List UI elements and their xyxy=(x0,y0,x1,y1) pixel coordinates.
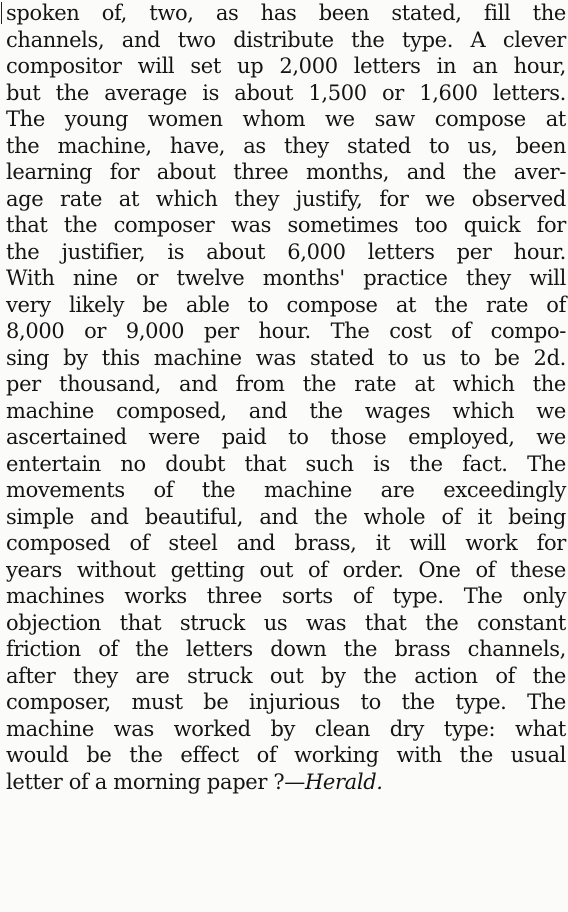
newspaper-signature: Herald. xyxy=(304,769,383,794)
text-line-3: compositor will set up 2,000 letters in an hour, xyxy=(6,54,566,78)
text-line-18: entertain no doubt that such is the fact. The xyxy=(6,451,566,476)
text-line-15: per thousand, and from the rate at which the xyxy=(6,372,566,396)
text-line-28: machine was worked by clean dry type: what xyxy=(6,716,566,741)
text-line-20: simple and beautiful, and the whole of it being xyxy=(6,504,566,529)
text-line-29: would be the effect of working with the usual xyxy=(6,743,566,767)
text-line-19: movements of the machine are exceedingly xyxy=(6,478,566,502)
text-line-9: that the composer was sometimes too quick for xyxy=(6,213,566,237)
text-line-30 xyxy=(6,769,566,796)
article-column xyxy=(6,0,566,795)
text-line-4: but the average is about 1,500 or 1,600 letters. xyxy=(6,80,566,105)
text-line-5: The young women whom we saw compose at xyxy=(6,107,566,131)
text-line-17: ascertained were paid to those employed, we xyxy=(6,425,566,449)
text-line-22: years without getting out of order. One of these xyxy=(6,557,566,582)
column-rule-mark xyxy=(1,2,2,24)
text-line-6: the machine, have, as they stated to us, been xyxy=(6,133,566,158)
text-line-10: the justifier, is about 6,000 letters per hour. xyxy=(6,239,566,264)
text-line-2: channels, and two distribute the type. A clever xyxy=(6,27,566,52)
text-line-26: after they are struck out by the action of the xyxy=(6,663,566,688)
text-line-23: machines works three sorts of type. The only xyxy=(6,584,566,608)
text-line-24: objection that struck us was that the constant xyxy=(6,610,566,635)
text-line-12: very likely be able to compose at the rate of xyxy=(6,292,566,317)
text-line-11: With nine or twelve months' practice they will xyxy=(6,266,566,290)
text-line-13: 8,000 or 9,000 per hour. The cost of compo- xyxy=(6,319,566,343)
text-line-21: composed of steel and brass, it will work for xyxy=(6,531,566,555)
text-line-14: sing by this machine was stated to us to be 2d. xyxy=(6,345,566,370)
text-line-7: learning for about three months, and the aver- xyxy=(6,160,566,184)
text-line-25: friction of the letters down the brass channels, xyxy=(6,637,566,661)
last-line-text: letter of a morning paper ?— xyxy=(6,769,305,794)
text-line-1: spoken of, two, as has been stated, fill the xyxy=(6,1,566,25)
text-line-16: machine composed, and the wages which we xyxy=(6,398,566,423)
text-line-8: age rate at which they justify, for we observed xyxy=(6,186,566,211)
text-line-27: composer, must be injurious to the type. The xyxy=(6,690,566,714)
